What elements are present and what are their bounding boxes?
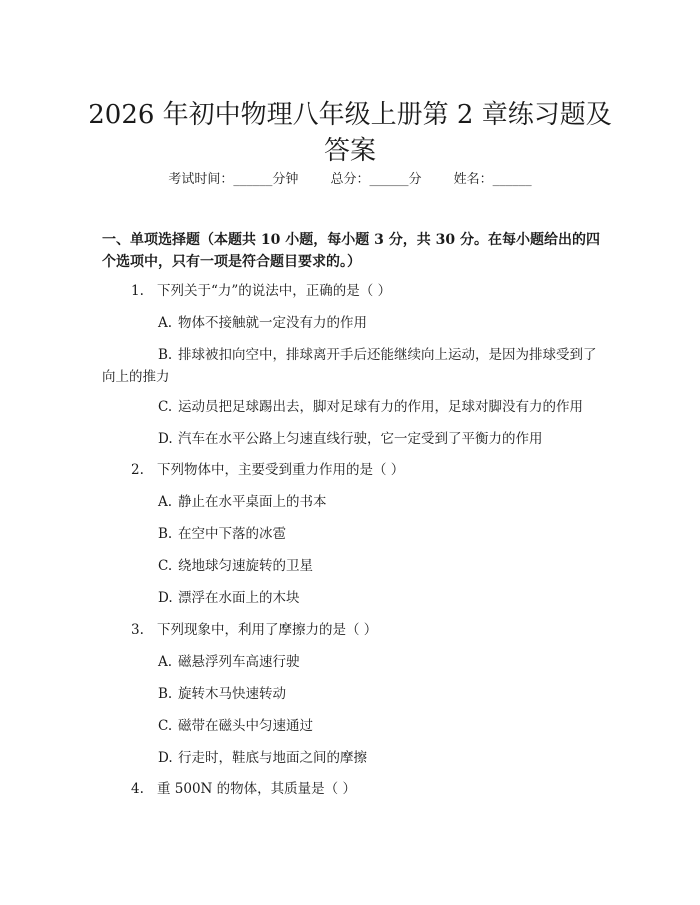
option-text: 汽车在水平公路上匀速直线行驶，它一定受到了平衡力的作用 [178, 431, 543, 447]
question-4 [131, 779, 356, 799]
exam-time-field: 考试时间：______分钟 [168, 172, 299, 187]
option-3b [158, 684, 286, 704]
option-letter: B. [158, 347, 173, 363]
question-text: 下列关于“力”的说法中，正确的是（ ） [157, 283, 392, 299]
option-letter: D. [158, 431, 173, 447]
option-letter: C. [158, 399, 173, 415]
option-text: 运动员把足球踢出去，脚对足球有力的作用，足球对脚没有力的作用 [178, 399, 583, 415]
question-text: 下列物体中，主要受到重力作用的是（ ） [157, 462, 405, 478]
total-score-field: 总分：______分 [330, 172, 422, 187]
question-number: 3. [131, 622, 144, 638]
question-number: 4. [131, 781, 144, 797]
page-title [60, 97, 640, 169]
name-field: 姓名：______ [453, 172, 532, 187]
question-3 [131, 620, 377, 640]
section-heading: 一、单项选择题（本题共 10 小题，每小题 3 分，共 30 分。在每小题给出的四个选项中，只有一项是符合题目要求的。） [102, 232, 600, 270]
option-text: 绕地球匀速旋转的卫星 [178, 558, 313, 574]
option-letter: C. [158, 718, 173, 734]
option-1a [158, 313, 367, 333]
option-letter: D. [158, 590, 173, 606]
option-text: 静止在水平桌面上的书本 [178, 494, 327, 510]
option-text: 排球被扣向空中，排球离开手后还能继续向上运动，是因为排球受到了向上的推力 [102, 347, 597, 385]
option-letter: C. [158, 558, 173, 574]
option-2a [158, 492, 327, 512]
option-text: 物体不接触就一定没有力的作用 [178, 315, 367, 331]
option-text: 旋转木马快速转动 [178, 686, 286, 702]
option-letter: A. [158, 494, 173, 510]
option-2b [158, 524, 286, 544]
option-letter: D. [158, 750, 173, 766]
option-letter: A. [158, 315, 173, 331]
question-text: 重 500N 的物体，其质量是（ ） [157, 781, 356, 797]
option-text: 磁悬浮列车高速行驶 [178, 654, 300, 670]
option-2c [158, 556, 313, 576]
option-text: 在空中下落的冰雹 [178, 526, 286, 542]
option-letter: B. [158, 526, 173, 542]
question-text: 下列现象中，利用了摩擦力的是（ ） [157, 622, 378, 638]
option-1c [158, 397, 583, 417]
question-2 [131, 460, 404, 480]
question-number: 1. [131, 283, 144, 299]
exam-info [0, 168, 700, 187]
option-text: 行走时，鞋底与地面之间的摩擦 [178, 750, 367, 766]
option-1d [158, 429, 543, 449]
option-2d [158, 588, 300, 608]
option-text: 磁带在磁头中匀速通过 [178, 718, 313, 734]
title-line-2: 答案 [323, 136, 376, 167]
option-1b [102, 344, 602, 388]
question-1 [131, 281, 391, 301]
option-text: 漂浮在水面上的木块 [178, 590, 300, 606]
option-letter: B. [158, 686, 173, 702]
title-line-1: 2026 年初中物理八年级上册第 2 章练习题及 [88, 100, 612, 131]
option-3a [158, 652, 300, 672]
option-3c [158, 716, 313, 736]
question-number: 2. [131, 462, 144, 478]
option-3d [158, 748, 367, 768]
option-letter: A. [158, 654, 173, 670]
